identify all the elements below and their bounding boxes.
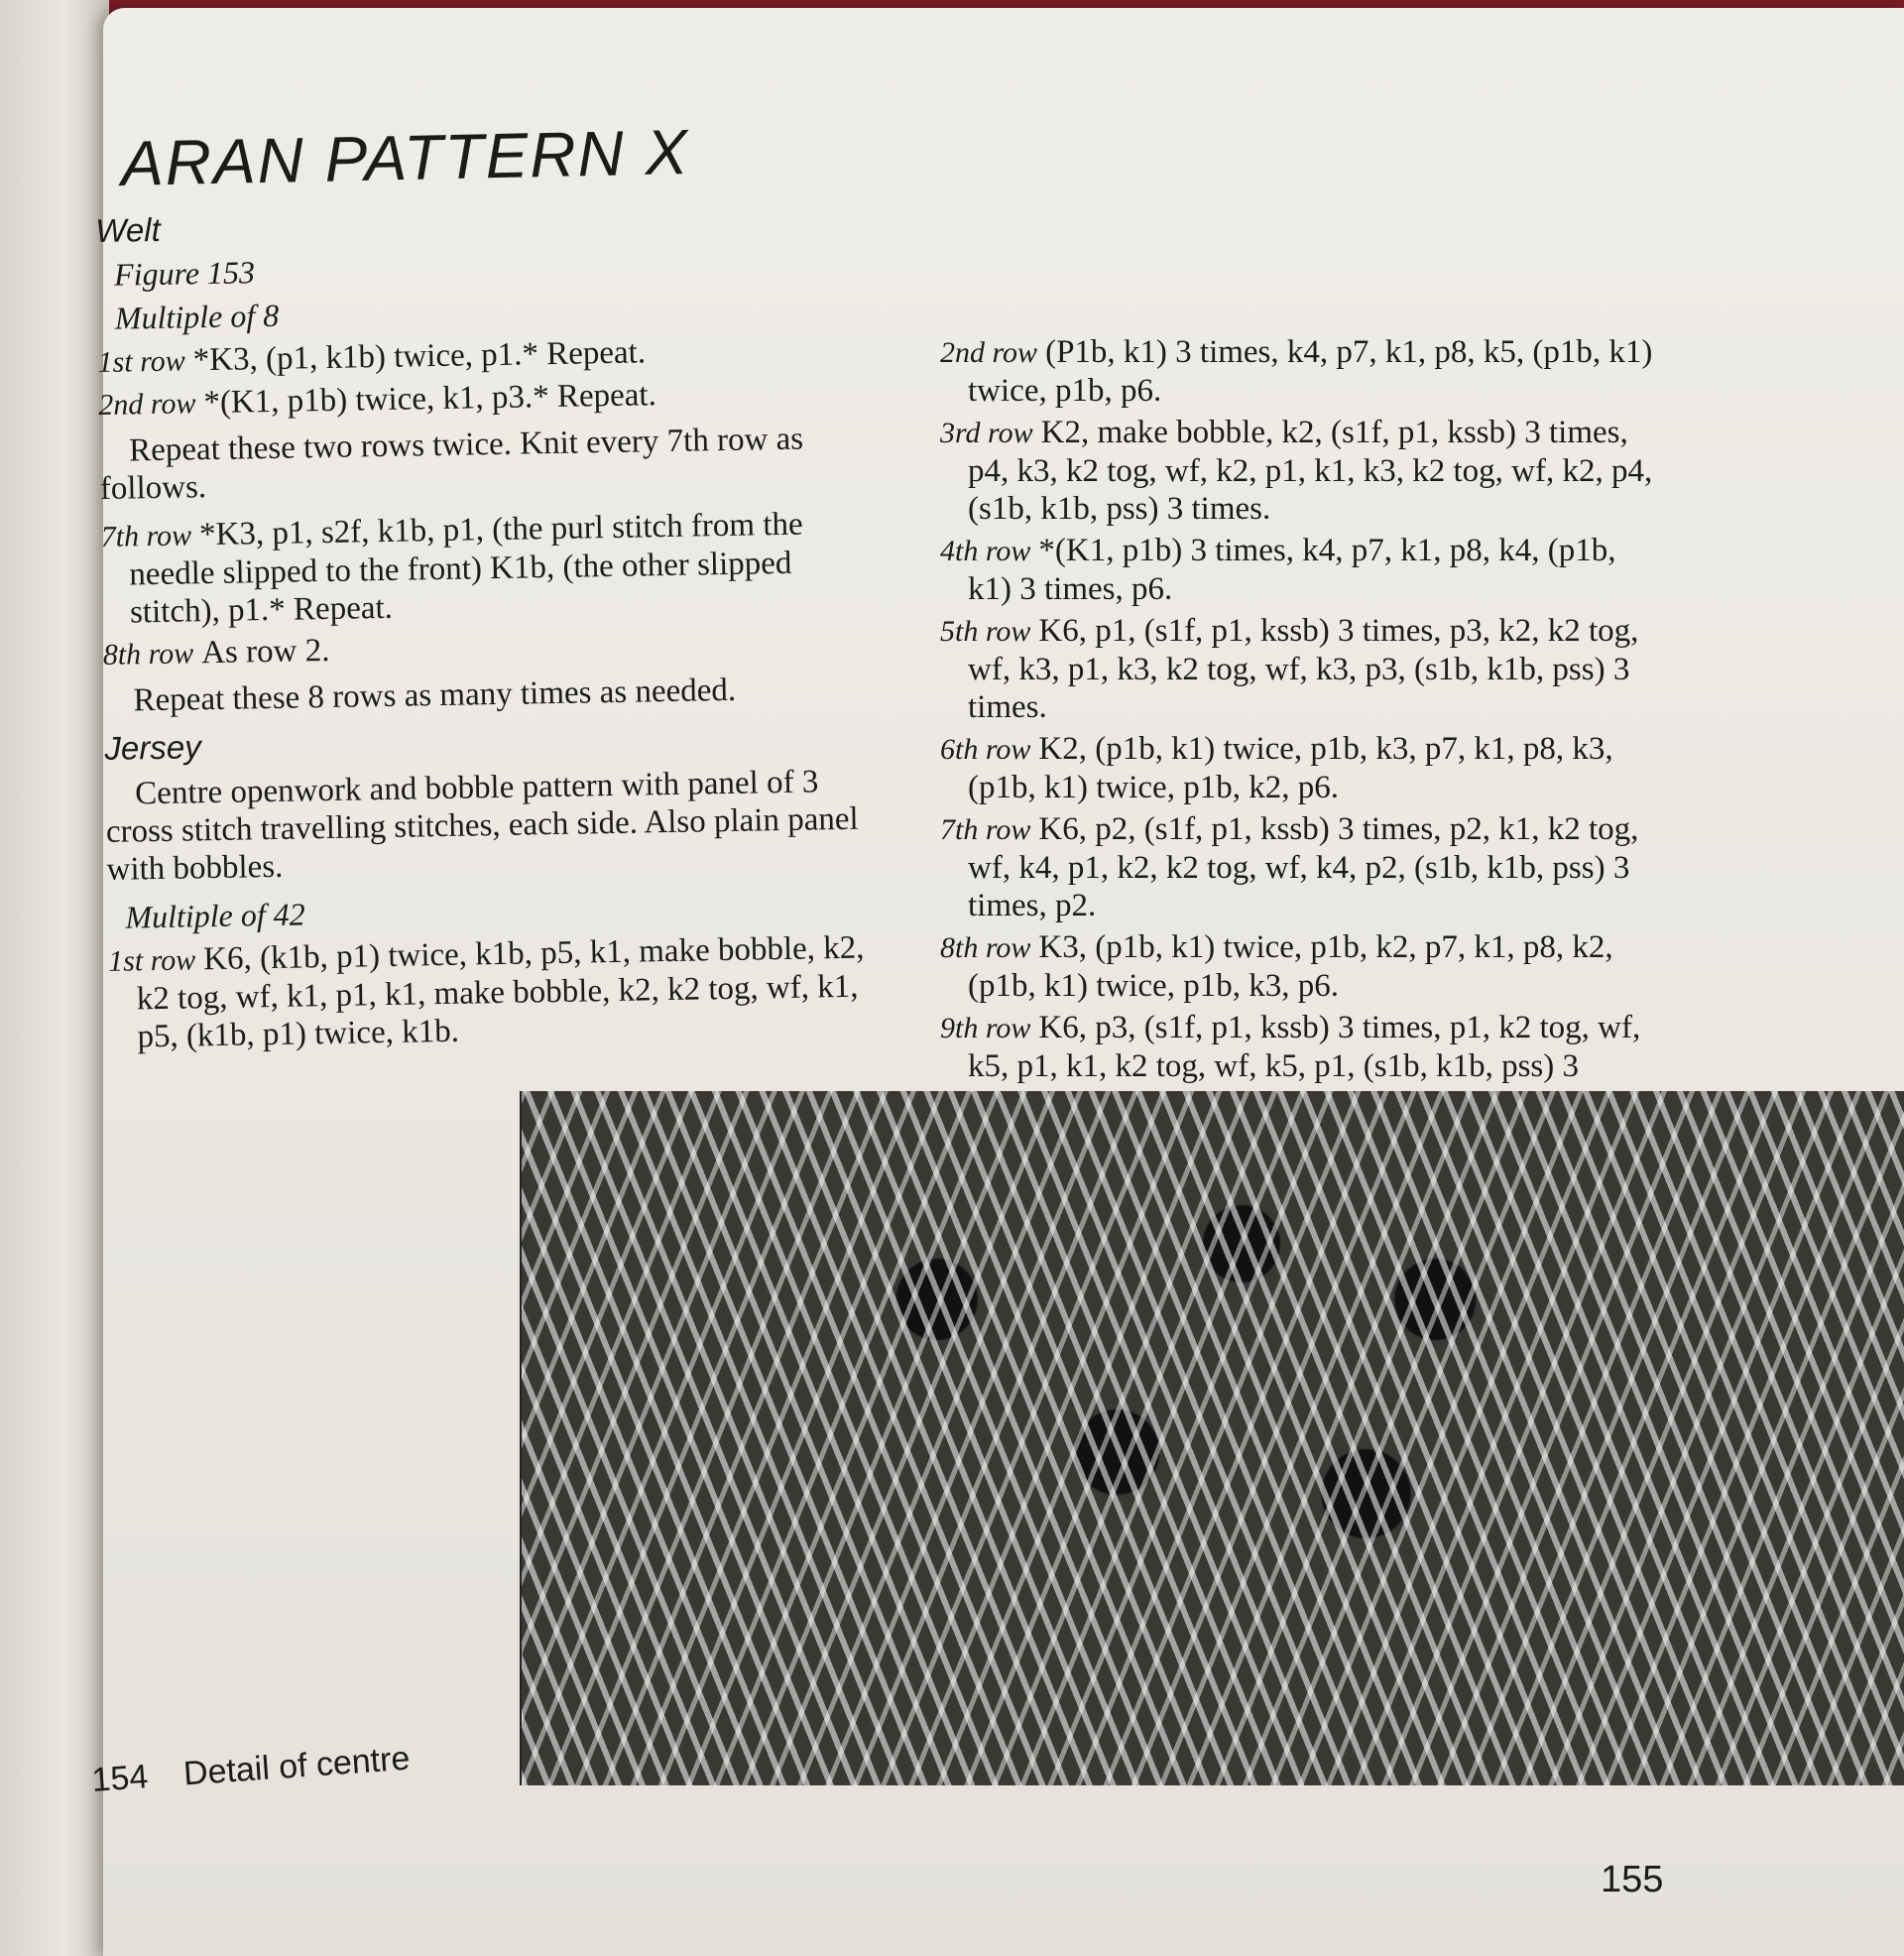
right-column bbox=[940, 333, 1664, 1127]
figure-label: Figure 153 bbox=[113, 254, 256, 293]
welt-row: 2nd row *(K1, p1b) twice, k1, p3.* Repeat. bbox=[98, 377, 657, 422]
welt-row: 7th row *K3, p1, s2f, k1b, p1, (the purl stitch from the needle slipped to the front) K1b, (the other slipped stitch), p1.* Repeat. bbox=[100, 506, 803, 631]
welt-repeat-note: Repeat these two rows twice. Knit every 7th row as follows. bbox=[99, 421, 804, 507]
jersey-row: 1st row K6, (k1b, p1) twice, k1b, p5, k1, make bobble, k2, k2 tog, wf, k1, p1, k1, make bobble, k2, k2 tog, wf, k1, p5, (k1b, p1) twice, k1b. bbox=[107, 929, 865, 1055]
jersey-multiple: Multiple of 42 bbox=[125, 896, 306, 935]
page-title: ARAN PATTERN X bbox=[120, 116, 690, 199]
figure-number: 154 bbox=[90, 1758, 150, 1800]
jersey-row: 8th row K3, (p1b, k1) twice, p1b, k2, p7, k1, p8, k2, (p1b, k1) twice, p1b, k3, p6. bbox=[940, 929, 1613, 1004]
caption-text: Detail of centre bbox=[181, 1739, 412, 1793]
welt-row: 8th row As row 2. bbox=[102, 632, 330, 672]
welt-row: 1st row *K3, (p1, k1b) twice, p1.* Repeat. bbox=[97, 334, 647, 379]
jersey-row: 9th row K6, p3, (s1f, p1, kssb) 3 times, p1, k2 tog, wf, k5, p1, k1, k2 tog, wf, k5, p1, (s1b, k1b, pss) 3 bbox=[940, 1010, 1641, 1084]
left-column bbox=[95, 198, 884, 1059]
jersey-row: 4th row *(K1, p1b) 3 times, k4, p7, k1, p8, k4, (p1b, k1) 3 times, p6. bbox=[940, 533, 1616, 607]
jersey-row: 6th row K2, (p1b, k1) twice, p1b, k3, p7, k1, p8, k3, (p1b, k1) twice, p1b, k2, p6. bbox=[940, 731, 1613, 805]
jersey-row: 3rd row K2, make bobble, k2, (s1f, p1, kssb) 3 times, p4, k3, k2 tog, wf, k2, p1, k1, k3, k2 tog, wf, k2, p4, (s1b, k1b, pss) 3 times. bbox=[940, 415, 1653, 527]
welt-multiple: Multiple of 8 bbox=[114, 297, 280, 336]
welt-final-note: Repeat these 8 rows as many times as needed. bbox=[133, 672, 737, 719]
left-page-edge bbox=[0, 0, 109, 1956]
page-number: 155 bbox=[1601, 1859, 1664, 1900]
jersey-description: Centre openwork and bobble pattern with panel of 3 cross stitch travelling stitches, each side. Also plain panel with bobbles. bbox=[105, 764, 859, 888]
knitting-photo bbox=[520, 1091, 1904, 1785]
jersey-row: 2nd row (P1b, k1) 3 times, k4, p7, k1, p8, k5, (p1b, k1) twice, p1b, p6. bbox=[940, 334, 1653, 409]
welt-heading: Welt bbox=[95, 210, 162, 249]
jersey-row: 5th row K6, p1, (s1f, p1, kssb) 3 times, p3, k2, k2 tog, wf, k3, p1, k3, k2 tog, wf, k3, p3, (s1b, k1b, pss) 3 times. bbox=[940, 613, 1639, 725]
jersey-row: 7th row K6, p2, (s1f, p1, kssb) 3 times, p2, k1, k2 tog, wf, k4, p1, k2, k2 tog, wf, k4, p2, (s1b, k1b, pss) 3 times, p2. bbox=[940, 811, 1639, 923]
jersey-heading: Jersey bbox=[104, 728, 201, 767]
